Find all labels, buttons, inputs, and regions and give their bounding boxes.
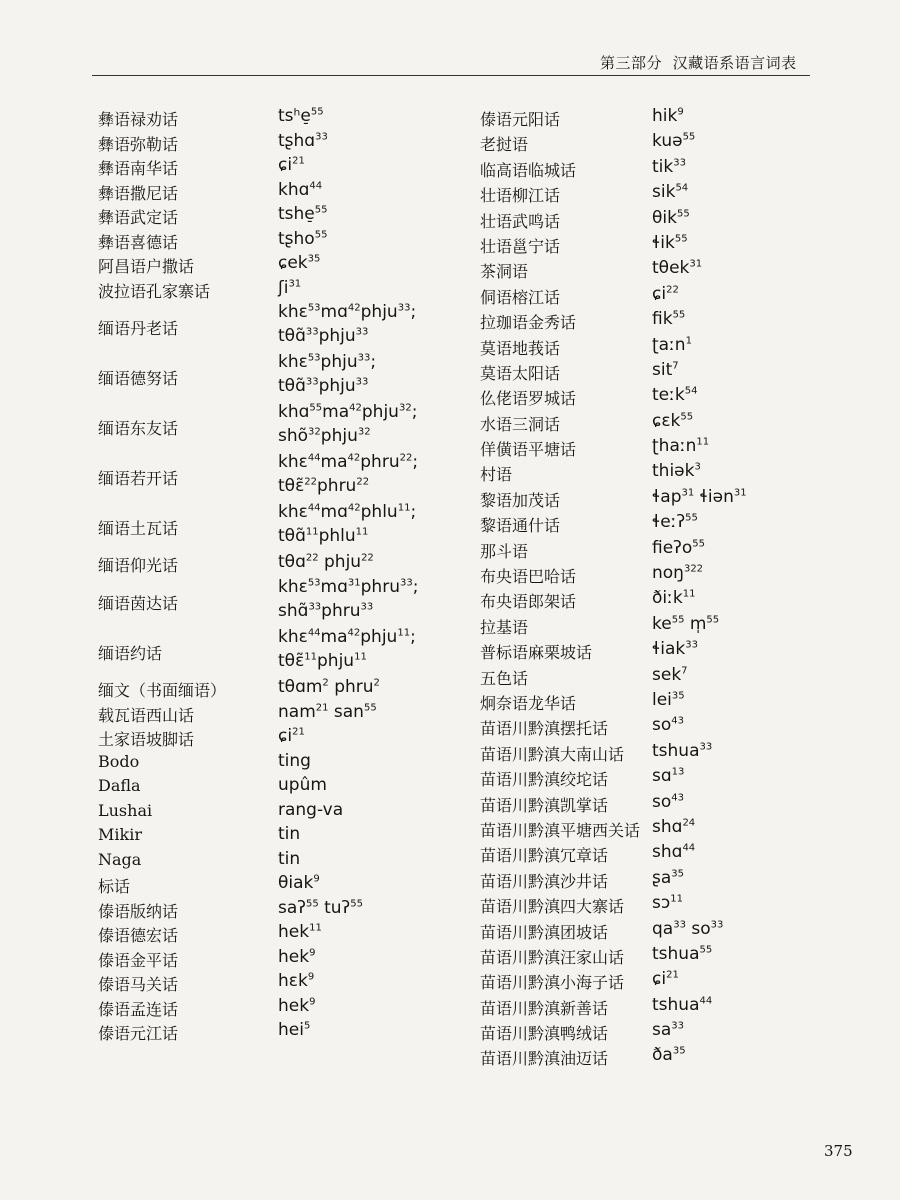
word-forms: [652, 739, 712, 763]
word-forms: [652, 104, 684, 128]
word-form: ɕɛk$^{55}$: [652, 410, 694, 431]
dialect-name: 苗语川黔滇小海子话: [480, 973, 625, 993]
word-form: ɬap$^{31}$ ɬiən$^{31}$: [652, 486, 747, 507]
word-forms: [278, 675, 380, 699]
dialect-name: 苗语川黔滇绞坨话: [480, 770, 609, 790]
word-form: hɛk$^9$: [278, 971, 315, 992]
dialect-name: 苗语川黔滇团坡话: [480, 922, 609, 942]
word-forms: [652, 1043, 686, 1067]
word-form: $ða^{35}$: [652, 1045, 686, 1066]
word-form: khɛ$^{53}$mɑ$^{31}$phru$^{33}$;: [278, 576, 419, 597]
word-forms: [278, 178, 322, 202]
dialect-name: 缅语仰光话: [98, 556, 179, 576]
word-form: tθɑ̃$^{33}$phju$^{33}$: [278, 376, 369, 397]
dialect-name: 傣语孟连话: [98, 999, 179, 1019]
word-forms: [278, 724, 305, 748]
word-form: khɛ$^{44}$mɑ$^{42}$phlu$^{11}$;: [278, 502, 417, 523]
dialect-name: 缅语若开话: [98, 469, 179, 489]
word-form: shõ$^{32}$phju$^{32}$: [278, 426, 371, 447]
word-form: tshe̠$^{55}$: [278, 204, 328, 224]
word-form: tshua$^{33}$: [652, 740, 713, 761]
word-forms: [652, 637, 698, 661]
word-forms: [652, 231, 688, 255]
word-form: ting: [278, 750, 311, 771]
word-forms: [278, 625, 416, 673]
word-forms: [278, 871, 320, 895]
word-form: tθɑ$^{22}$ phju$^{22}$: [278, 552, 374, 573]
word-form: tshua$^{44}$: [652, 994, 713, 1015]
dialect-name: 彝语禄劝话: [98, 110, 179, 129]
word-forms: [278, 969, 314, 993]
word-forms: [652, 155, 686, 179]
word-form: tθɑm$^2$ phru$^2$: [278, 677, 380, 698]
word-form: rang-va: [278, 799, 344, 820]
word-form: kuə$^{55}$: [652, 131, 696, 152]
word-forms: [278, 822, 300, 846]
word-form: shɑ$^{24}$: [652, 816, 696, 837]
dialect-name: 土家语坡脚话: [98, 730, 195, 750]
word-forms: [278, 251, 320, 275]
word-forms: [652, 688, 685, 712]
word-forms: [652, 917, 723, 941]
dialect-name: 普标语麻栗坡话: [480, 643, 593, 663]
header-title: 汉藏语系语言词表: [672, 54, 797, 72]
word-form: sit$^7$: [652, 359, 679, 380]
dialect-name: 那斗语: [480, 541, 529, 561]
word-forms: [278, 129, 328, 153]
word-forms: [278, 500, 416, 548]
word-form: tsʰe̠$^{55}$: [278, 106, 324, 126]
word-form: lei$^{35}$: [652, 689, 685, 710]
dialect-name: 拉珈语金秀话: [480, 313, 577, 333]
word-form: noŋ$^{322}$: [652, 563, 704, 584]
dialect-name: 苗语川黔滇汪家山话: [480, 947, 625, 967]
dialect-name: 苗语川黔滇摆托话: [480, 719, 609, 739]
word-forms: [652, 967, 679, 991]
dialect-name: 村语: [480, 465, 513, 485]
dialect-name: 标话: [98, 877, 131, 897]
word-forms: [652, 307, 685, 331]
word-forms: [652, 206, 690, 230]
word-form: tθek$^{31}$: [652, 258, 703, 279]
word-forms: [652, 891, 683, 915]
word-forms: [652, 256, 702, 280]
word-forms: [652, 993, 712, 1017]
word-forms: [278, 350, 376, 398]
dialect-name: 布央语郎架话: [480, 592, 577, 612]
dialect-name: 傣语元阳话: [480, 110, 561, 129]
dialect-name: 佯僙语平塘话: [480, 440, 577, 460]
dialect-name: 傣语金平话: [98, 950, 179, 970]
running-header: [600, 52, 810, 73]
word-form: hek$^9$: [278, 995, 316, 1016]
word-form: saʔ$^{55}$ tuʔ$^{55}$: [278, 897, 363, 918]
word-form: tθɑ̃$^{11}$phlu$^{11}$: [278, 526, 369, 547]
word-form: shɑ̃$^{33}$phru$^{33}$: [278, 600, 374, 621]
word-forms: [278, 227, 327, 251]
word-forms: [278, 896, 363, 920]
word-form: ðiːk$^{11}$: [652, 588, 696, 609]
word-forms: [652, 612, 719, 636]
word-form: upûm: [278, 775, 327, 796]
word-forms: [278, 575, 418, 623]
word-form: $so^{43}$: [652, 715, 684, 736]
dialect-name: 老挝语: [480, 135, 529, 155]
word-forms: [652, 358, 679, 382]
dialect-name: 苗语川黔滇油迈话: [480, 1049, 609, 1069]
word-form: $khɛ^{44}ma^{42}phru^{22}$;: [278, 452, 419, 473]
word-forms: [652, 815, 695, 839]
dialect-name: 拉基语: [480, 617, 529, 637]
dialect-name: 彝语武定话: [98, 208, 179, 227]
dialect-name: 茶洞语: [480, 262, 529, 282]
word-forms: [278, 300, 416, 348]
dialect-name: 缅语约话: [98, 643, 163, 663]
word-forms: [652, 586, 695, 610]
word-form: ɬeːʔ$^{55}$: [652, 512, 698, 533]
dialect-name: 莫语地莪话: [480, 338, 561, 358]
dialect-name: 仫佬语罗城话: [480, 389, 577, 409]
word-form: ʃi$^{31}$: [278, 277, 302, 298]
word-form: khɛ$^{53}$mɑ$^{42}$phju$^{33}$;: [278, 302, 417, 322]
word-forms: [278, 450, 418, 498]
word-form: thiək$^3$: [652, 461, 701, 482]
word-forms: [652, 459, 701, 483]
word-forms: [278, 202, 328, 226]
word-forms: [652, 485, 747, 509]
dialect-name: 壮语柳江话: [480, 186, 561, 206]
word-form: shɑ$^{44}$: [652, 842, 696, 863]
dialect-name: Lushai: [98, 800, 153, 820]
word-form: hek$^9$: [278, 946, 316, 967]
dialect-name: 波拉语孔家寨话: [98, 281, 211, 301]
word-form: sek$^7$: [652, 664, 688, 685]
word-form: khɛ$^{53}$phju$^{33}$;: [278, 352, 377, 373]
word-form: sik$^{54}$: [652, 182, 689, 203]
word-form: khɑ$^{44}$: [278, 179, 323, 200]
word-forms: [652, 840, 695, 864]
word-form: nam$^{21}$ san$^{55}$: [278, 701, 377, 722]
word-forms: [278, 773, 327, 797]
word-forms: [652, 383, 697, 407]
word-forms: [278, 920, 322, 944]
word-forms: [278, 798, 343, 822]
word-forms: [278, 847, 300, 871]
page-number: 375: [824, 1142, 853, 1160]
word-form: hek$^{11}$: [278, 922, 322, 943]
word-form: tθɛ̃$^{22}$phru$^{22}$: [278, 476, 370, 497]
word-form: tʂho$^{55}$: [278, 228, 328, 249]
word-forms: [652, 282, 679, 306]
word-forms: [278, 1018, 310, 1042]
dialect-name: 傣语元江话: [98, 1024, 179, 1044]
dialect-name: 苗语川黔滇新善话: [480, 998, 609, 1018]
word-forms: [278, 400, 417, 448]
dialect-name: 苗语川黔滇平塘西关话: [480, 820, 641, 840]
word-forms: [652, 434, 709, 458]
word-forms: [278, 104, 324, 128]
word-forms: [652, 713, 684, 737]
header-rule: [92, 75, 810, 76]
dialect-name: Naga: [98, 849, 142, 869]
word-form: sɑ$^{13}$: [652, 766, 685, 787]
dialect-name: 苗语川黔滇冗章话: [480, 846, 609, 866]
dialect-name: 缅语茵达话: [98, 593, 179, 613]
dialect-name: 壮语武鸣话: [480, 211, 561, 231]
word-forms: [278, 700, 377, 724]
word-form: ɕek$^{35}$: [278, 253, 321, 273]
word-form: ɕi$^{22}$: [652, 283, 679, 304]
word-forms: [652, 1018, 684, 1042]
dialect-name: 苗语川黔滇四大寨话: [480, 897, 625, 917]
word-forms: [652, 790, 684, 814]
dialect-name: 苗语川黔滇大南山话: [480, 744, 625, 764]
dialect-name: 莫语太阳话: [480, 363, 561, 383]
word-form: tθɛ̃$^{11}$phju$^{11}$: [278, 651, 367, 672]
dialect-name: 黎语加茂话: [480, 490, 561, 510]
word-form: ʈaːn$^1$: [652, 334, 692, 355]
word-form: $khɛ^{44}ma^{42}phju^{11}$;: [278, 627, 416, 648]
word-forms: [652, 180, 688, 204]
dialect-name: 临高语临城话: [480, 160, 577, 180]
dialect-name: 傣语马关话: [98, 975, 179, 995]
word-forms: [652, 129, 695, 153]
dialect-name: Mikir: [98, 825, 142, 845]
dialect-name: 缅语土瓦话: [98, 519, 179, 539]
word-form: tik$^{33}$: [652, 156, 686, 177]
word-form: ɬik$^{55}$: [652, 232, 688, 253]
word-form: $qa^{33}$ $so^{33}$: [652, 918, 724, 939]
dialect-name: 侗语榕江话: [480, 287, 561, 307]
dialect-name: 载瓦语西山话: [98, 705, 195, 725]
dialect-name: Dafla: [98, 776, 141, 796]
word-forms: [278, 749, 311, 773]
dialect-name: 傣语版纳话: [98, 901, 179, 921]
word-form: θiak$^9$: [278, 873, 320, 894]
word-form: hik$^9$: [652, 106, 684, 126]
dialect-name: 彝语喜德话: [98, 232, 179, 252]
word-form: tin: [278, 848, 301, 869]
dialect-name: 阿昌语户撒话: [98, 257, 195, 276]
dialect-name: 炯奈语龙华话: [480, 693, 577, 713]
word-forms: [278, 153, 305, 177]
word-forms: [278, 276, 301, 300]
dialect-name: 苗语川黔滇凯掌话: [480, 795, 609, 815]
word-form: tin: [278, 824, 301, 845]
dialect-name: 傣语德宏话: [98, 926, 179, 946]
dialect-name: 缅语丹老话: [98, 318, 179, 338]
word-form: teːk$^{54}$: [652, 385, 698, 406]
word-forms: [652, 764, 684, 788]
word-form: ɕi$^{21}$: [278, 155, 305, 175]
word-form: ʂa$^{35}$: [652, 867, 685, 888]
word-forms: [652, 561, 703, 585]
word-form: $khɑ^{55}ma^{42}phju^{32}$;: [278, 402, 418, 423]
word-form: ʈhaːn$^{11}$: [652, 436, 710, 457]
word-forms: [652, 536, 705, 560]
word-forms: [278, 994, 315, 1018]
dialect-name: 缅语东友话: [98, 418, 179, 438]
dialect-name: 布央语巴哈话: [480, 567, 577, 587]
dialect-name: 壮语邕宁话: [480, 236, 561, 256]
word-form: $ke^{55}$ m̩$^{55}$: [652, 613, 720, 634]
dialect-name: 苗语川黔滇沙井话: [480, 871, 609, 891]
dialect-name: 五色话: [480, 668, 529, 688]
dialect-name: 缅文（书面缅语）: [98, 681, 227, 701]
word-form: tʂhɑ$^{33}$: [278, 130, 328, 151]
word-forms: [652, 510, 698, 534]
word-forms: [652, 409, 693, 433]
word-forms: [652, 942, 712, 966]
word-forms: [278, 550, 374, 574]
dialect-name: Bodo: [98, 751, 140, 771]
word-form: sɔ$^{11}$: [652, 893, 683, 914]
dialect-name: 缅语德努话: [98, 368, 179, 388]
word-form: ɕi$^{21}$: [278, 726, 305, 747]
word-form: hei$^5$: [278, 1020, 311, 1041]
dialect-name: 苗语川黔滇鸭绒话: [480, 1024, 609, 1044]
dialect-name: 彝语撒尼话: [98, 183, 179, 203]
header-section: 第三部分: [600, 54, 663, 72]
word-form: $so^{43}$: [652, 791, 684, 812]
word-form: ɬiak$^{33}$: [652, 639, 699, 660]
word-forms: [652, 333, 692, 357]
word-form: tshua$^{55}$: [652, 943, 713, 964]
word-form: ɕi$^{21}$: [652, 969, 679, 990]
word-forms: [652, 663, 688, 687]
dialect-name: 彝语弥勒话: [98, 134, 179, 154]
word-form: θik$^{55}$: [652, 207, 690, 228]
word-forms: [652, 866, 684, 890]
dialect-name: 黎语通什话: [480, 516, 561, 536]
word-form: tθɑ̃$^{33}$phju$^{33}$: [278, 326, 369, 346]
word-forms: [278, 945, 315, 969]
word-form: $sa^{33}$: [652, 1020, 685, 1041]
word-form: fik$^{55}$: [652, 309, 686, 330]
dialect-name: 水语三洞话: [480, 414, 561, 434]
dialect-name: 彝语南华话: [98, 159, 179, 178]
word-form: fieʔo$^{55}$: [652, 537, 705, 558]
